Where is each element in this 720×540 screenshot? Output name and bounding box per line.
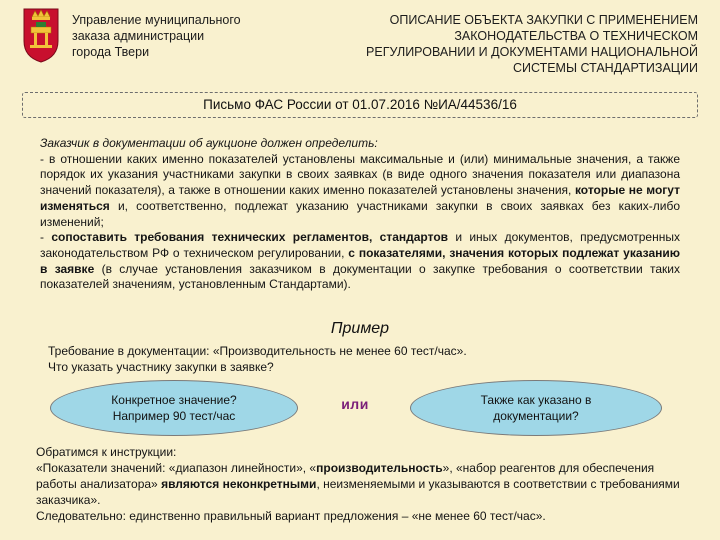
- paragraph-1: [40, 152, 680, 231]
- organization-name: [72, 12, 282, 60]
- p2-text-b: (в случае установления заказчиком в документации о закупке требования о соответствии таких показателей значениям, установленным Стандартами).: [40, 261, 681, 292]
- coat-of-arms-icon: [22, 5, 60, 63]
- quote-text-c: , неизменяемыми и указываются в соответствии с требованиями заказчика».: [36, 477, 680, 507]
- option2-line: Также как указано в: [480, 393, 592, 407]
- p2-dash: -: [40, 230, 52, 245]
- title-line: РЕГУЛИРОВАНИИ И ДОКУМЕНТАМИ НАЦИОНАЛЬНОЙ: [366, 45, 698, 59]
- p2-bold-1: сопоставить требования технических регламентов, стандартов: [51, 230, 449, 245]
- p1-bold: которые не могут изменяться: [40, 183, 680, 213]
- org-line: города Твери: [72, 45, 150, 59]
- quote-text-a: «Показатели значений: «диапазон линейности», «: [36, 461, 317, 475]
- p1-text-a: - в отношении каких именно показателей установлены максимальные и (или) минимальные значения, а также порядок их указания участниками закупки в своих заявках (в виде одного значения показателя или диапазона значений показателя), а также в отношении каких именно показателей установлены значения,: [40, 151, 680, 198]
- instructions-line-1: Обратимся к инструкции:: [36, 445, 177, 459]
- quote-text-b: », «набор реагентов для обеспечения работы анализатора»: [36, 461, 655, 491]
- option-as-in-documentation: [410, 380, 662, 436]
- option1-line: Например 90 тест/час: [112, 409, 236, 423]
- option-specific-value: [50, 380, 298, 436]
- conclusion-line: Следовательно: единственно правильный вариант предложения – «не менее 60 тест/час».: [36, 509, 546, 523]
- title-line: СИСТЕМЫ СТАНДАРТИЗАЦИИ: [512, 61, 698, 75]
- quote-bold-2: являются неконкретными: [161, 477, 317, 491]
- p2-bold-2: с показателями, значения которых подлежат указанию в заявке: [40, 245, 680, 276]
- instructions-quote: [36, 460, 686, 508]
- p1-text-b: и, соответственно, подлежат указанию участниками закупки в своих заявках без каких-либо изменений;: [40, 198, 680, 229]
- question-line: Требование в документации: «Производительность не менее 60 тест/час».: [48, 344, 467, 358]
- example-heading: Пример: [330, 320, 390, 337]
- org-line: заказа администрации: [72, 29, 205, 43]
- letter-reference-box: Письмо ФАС России от 01.07.2016 №ИА/44536/16: [22, 92, 698, 118]
- intro-line: Заказчик в документации об аукционе должен определить:: [40, 136, 378, 150]
- org-line: Управление муниципального: [72, 13, 241, 27]
- slide-title: [298, 12, 698, 76]
- option2-line: документации?: [493, 409, 579, 423]
- title-line: ОПИСАНИЕ ОБЪЕКТА ЗАКУПКИ С ПРИМЕНЕНИЕМ: [389, 13, 698, 27]
- example-question: [48, 344, 668, 375]
- question-line: Что указать участнику закупки в заявке?: [48, 359, 274, 374]
- slide-header: [0, 0, 720, 86]
- option1-line: Конкретное значение?: [111, 393, 237, 407]
- paragraph-2: [40, 230, 680, 293]
- instructions-text: [36, 444, 686, 524]
- p2-text-a: и иных документов, предусмотренных законодательством РФ о техническом регулировании,: [40, 230, 680, 260]
- title-line: ЗАКОНОДАТЕЛЬСТВА О ТЕХНИЧЕСКОМ: [454, 29, 698, 43]
- quote-bold-1: производительность: [316, 461, 443, 475]
- or-label: или: [341, 396, 369, 412]
- body-text: [40, 136, 680, 293]
